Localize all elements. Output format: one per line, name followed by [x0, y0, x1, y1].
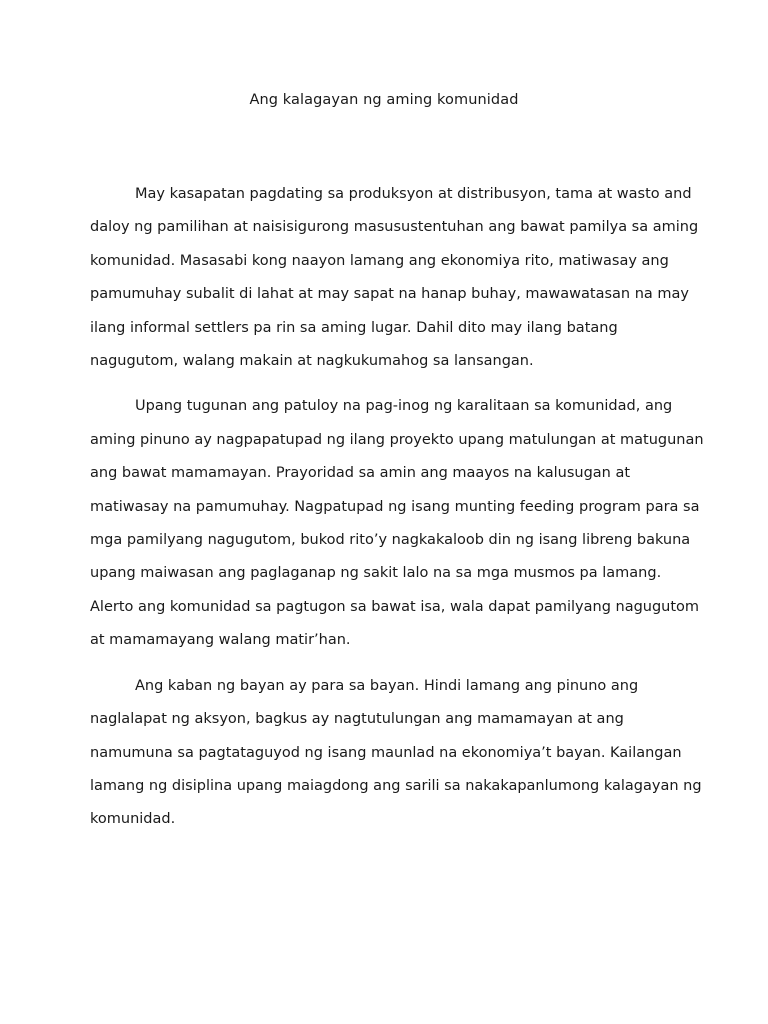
paragraph-1 [90, 178, 699, 378]
text-line: ilang informal settlers pa rin sa aming lugar. Dahil dito may ilang batang [90, 319, 618, 336]
text-line: ang bawat mamamayan. Prayoridad sa amin ang maayos na kalusugan at [90, 465, 631, 482]
text-line: komunidad. Masasabi kong naayon lamang ang ekonomiya rito, matiwasay ang [90, 252, 669, 269]
document-title: Ang kalagayan ng aming komunidad [249, 92, 519, 108]
text-line: at mamamayang walang matir’han. [90, 632, 351, 649]
document-body [90, 178, 704, 849]
paragraph-3 [90, 670, 702, 837]
text-line: Alerto ang komunidad sa pagtugon sa bawat isa, wala dapat pamilyang nagugutom [90, 598, 700, 615]
text-line: upang maiwasan ang paglaganap ng sakit lalo na sa mga musmos pa lamang. [90, 565, 662, 582]
text-line: Upang tugunan ang patuloy na pag-inog ng karalitaan sa komunidad, ang [135, 398, 673, 415]
text-line: lamang ng disiplina upang maiagdong ang sarili sa nakakapanlumong kalagayan ng [90, 777, 702, 794]
text-line: aming pinuno ay nagpapatupad ng ilang proyekto upang matulungan at matugunan [90, 431, 704, 448]
text-line: matiwasay na pamumuhay. Nagpatupad ng isang munting feeding program para sa [90, 498, 700, 515]
text-line: komunidad. [90, 811, 176, 828]
text-line: nagugutom, walang makain at nagkukumahog sa lansangan. [90, 353, 534, 370]
paragraph-2 [90, 390, 704, 657]
text-line: May kasapatan pagdating sa produksyon at distribusyon, tama at wasto and [135, 186, 692, 202]
text-line: daloy ng pamilihan at naisisigurong masusustentuhan ang bawat pamilya sa aming [90, 219, 699, 236]
text-line: namumuna sa pagtataguyod ng isang maunlad na ekonomiya’t bayan. Kailangan [90, 744, 682, 761]
text-line: Ang kaban ng bayan ay para sa bayan. Hindi lamang ang pinuno ang [135, 677, 639, 694]
text-line: naglalapat ng aksyon, bagkus ay nagtutulungan ang mamamayan at ang [90, 711, 624, 728]
text-line: pamumuhay subalit di lahat at may sapat na hanap buhay, mawawatasan na may [90, 286, 690, 303]
text-line: mga pamilyang nagugutom, bukod rito’y nagkakaloob din ng isang libreng bakuna [90, 532, 691, 549]
